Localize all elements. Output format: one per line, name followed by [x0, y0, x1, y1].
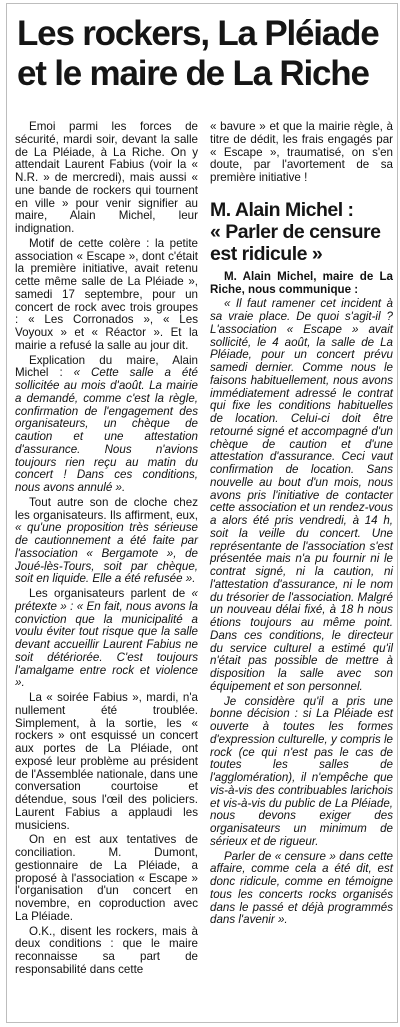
paragraph-4-intro: Tout autre son de cloche chez les organisateurs. Ils affirment, eux,: [15, 495, 198, 522]
subheading: [210, 199, 393, 265]
continued-paragraph: « bavure » et que la mairie règle, à titre de dédit, les frais engagés par « Escape », traumatisé, on s'en doute, par l'avortement de sa première initiative !: [210, 120, 393, 184]
paragraph-6: La « soirée Fabius », mardi, n'a nullement été troublée. Simplement, à la sortie, les « rockers » ont esquissé un concert aux portes de La Pléiade, ont exposé leur problème au président de l'Assemblée nationale, dans une conversation courtoise et détendue, sous l'œil des policiers. Laurent Fabius a applaudi les musiciens.: [15, 691, 198, 832]
statement-lead: M. Alain Michel, maire de La Riche, nous communique :: [210, 269, 393, 296]
organizers-quote: « qu'une proposition très sérieuse de cautionnement a été faite par l'association « Bergamote », de Joué-lès-Tours, soit par chèque, soit en liquide. Elle a été refusée ».: [15, 521, 198, 586]
headline-line-2: et le maire de La Riche: [17, 54, 369, 93]
pretexte-word: « prétexte » :: [15, 587, 198, 613]
paragraph-1: Emoi parmi les forces de sécurité, mardi soir, devant la salle de La Pléiade, à La Riche. On y attendait Laurent Fabius (voir la « N.R. » de mercredi), mais aussi « une bande de rockers qui tournent en ville » pour venir signifier au maire, Alain Michel, leur indignation.: [15, 120, 198, 235]
paragraph-4: [15, 497, 198, 586]
subheading-line-2: « Parler de censure: [210, 220, 381, 243]
statement-quote-3: Parler de « censure » dans cette affaire, comme cela a été dit, est donc ridicule, comme en témoigne tous les concerts rocks organisés dans le passé et déjà programmés dans l'avenir ».: [210, 849, 393, 927]
paragraph-2: Motif de cette colère : la petite association « Escape », dont c'était la première initiative, avait retenu cette même salle de La Pléiade », samedi 17 septembre, pour un concert de rock avec trois groupes : « Les Corronados », « Les Voyoux » et « Réactor ». Et la mairie a refusé la salle au jour dit.: [15, 236, 198, 352]
paragraph-5-intro: Les organisateurs parlent de: [29, 587, 192, 600]
paragraph-5: [15, 588, 198, 690]
paragraph-3-intro: Explication du maire, Alain Michel :: [15, 353, 198, 380]
article-headline: [7, 4, 397, 94]
right-column: [210, 121, 393, 977]
paragraph-3: [15, 355, 198, 495]
subheading-line-1: M. Alain Michel :: [210, 198, 354, 221]
article-columns: [15, 121, 393, 977]
headline-line-1: Les rockers, La Pléiade: [17, 14, 379, 53]
newspaper-clipping: [6, 3, 398, 1023]
conviction-quote: « En fait, nous avons la conviction que la municipalité a voulu éviter tout risque que la salle devant accueillir Laurent Fabius ne soit détériorée. C'est toujours l'amalgame entre rock et violence ».: [15, 599, 198, 690]
mayor-explanation-quote: « Cette salle a été sollicitée au mois d'août. La mairie a demandé, comme c'est la règle, confirmation de l'engagement des organisateurs, un chèque de caution et une attestation d'assurance. Nous n'avions toujours rien reçu au matin du concert ! Dans ces conditions, nous avons annulé ».: [15, 366, 198, 494]
subheading-line-3: est ridicule »: [210, 242, 323, 265]
left-column: [15, 121, 198, 977]
paragraph-8: O.K., disent les rockers, mais à deux conditions : que le maire reconnaisse sa part de responsabilité dans cette: [15, 924, 198, 976]
statement-quote-2: Je considère qu'il a pris une bonne décision : si La Pléiade est ouverte à toutes les formes d'expression culturelle, y compris le rock (ce qui n'est pas le cas de toutes les salles de l'agglomération), il n'empêche que vis-à-vis des contribuables larichois et vis-à-vis du public de La Pléiade, nous devons exiger des organisateurs un minimum de sérieux et de rigueur.: [210, 694, 393, 848]
statement-quote-1: « Il faut ramener cet incident à sa vraie place. De quoi s'agit-il ? L'association « Escape » avait sollicité, le 4 août, la salle de La Pléiade, pour un concert prévu samedi dernier. Comme nous le faisons habituellement, nous avons immédiatement adressé le contrat qui fixe les conditions habituelles de location. Celui-ci doit être retourné signé et accompagné d'un chèque de caution et d'une attestation d'assurance. Ceci vaut confirmation de location. Sans nouvelle au bout d'un mois, nous avons pris l'initiative de contacter cette association et un rendez-vous a alors été pris vendredi, à 14 h, soit la veille du concert. Une représentante de l'association s'est présentée mais n'a pu fournir ni le contrat signé, ni la caution, ni l'attestation d'assurance, ni le nom du trésorier de l'association. Malgré un nouveau délai fixé, à 18 h nous étions toujours au même point. Dans ces conditions, le directeur du service culturel a estimé qu'il n'était pas possible de mettre à disposition la salle avec son équipement et son personnel.: [210, 297, 393, 693]
paragraph-7: On en est aux tentatives de conciliation. M. Dumont, gestionnaire de La Pléiade, a proposé à l'association « Escape » l'organisation d'un concert en novembre, en coproduction avec La Pléiade.: [15, 833, 198, 923]
